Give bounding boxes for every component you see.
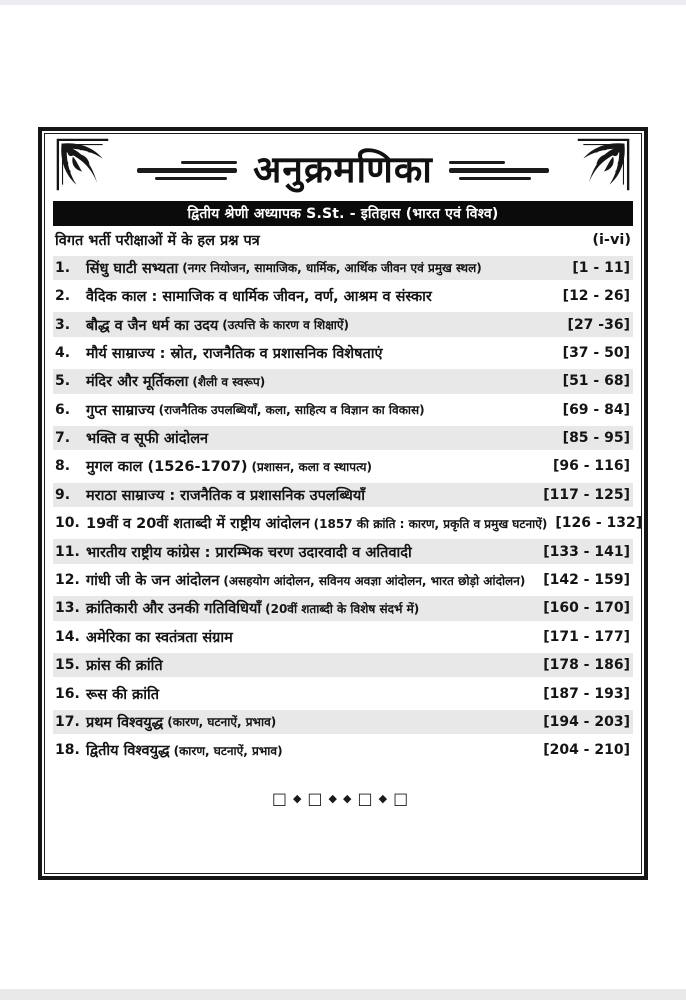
toc-row [53,483,633,507]
toc-row [53,312,633,336]
toc-row [53,284,633,308]
toc-row [53,568,633,592]
toc-row-number: 14. [55,628,80,645]
toc-row-number: 8. [55,458,71,475]
page-content [53,135,643,872]
toc-row [53,369,633,393]
page-top-edge [0,0,686,5]
toc-row-title: मंदिर और मूर्तिकला [86,374,189,391]
toc-row-title: प्रथम विश्वयुद्ध [86,714,164,731]
intro-row [53,226,633,255]
toc-row-title: मुगल काल (1526-1707) [86,459,248,476]
floral-corner-icon [574,138,630,194]
toc-row-pages: [133 - 141] [543,543,630,560]
toc-row [53,710,633,734]
toc-row-title: भारतीय राष्ट्रीय कांग्रेस : प्रारम्भिक चरण उदारवादी व अतिवादी [86,544,412,561]
toc-row [53,681,633,705]
toc-row-title: बौद्ध व जैन धर्म का उदय [86,317,219,334]
toc-row-title: 19वीं व 20वीं शताब्दी में राष्ट्रीय आंदोलन [86,516,310,533]
toc-row-title: मराठा साम्राज्य : राजनैतिक व प्रशासनिक उपलब्धियाँ [86,487,366,504]
toc-row [53,256,633,280]
toc-row-number: 18. [55,742,80,759]
toc-row-number: 7. [55,430,71,447]
toc-row-pages: [204 - 210] [543,742,630,759]
diamond-glyph: ◆ [328,791,343,805]
toc-row-pages: [12 - 26] [562,288,630,305]
toc-row [53,426,633,450]
page-bottom-edge [0,989,686,1000]
toc-row-title: गांधी जी के जन आंदोलन [86,573,220,590]
toc-row-pages: [117 - 125] [543,486,630,503]
diamond-glyph: ◆ [343,791,358,805]
toc-row-title: भक्ति व सूफी आंदोलन [86,431,209,448]
title-rule-right-icon [449,161,549,180]
toc-row-pages: [178 - 186] [543,657,630,674]
toc-row-pages: [27 -36] [567,316,630,333]
toc-row-number: 2. [55,288,71,305]
diamond-glyph: ◆ [292,791,308,805]
toc-row-pages: [126 - 132] [555,515,643,532]
intro-pages: (i-vi) [592,232,631,249]
toc-row [53,341,633,365]
toc-list [53,256,643,763]
toc-row-title: रूस की क्रांति [86,686,159,703]
toc-row [53,539,633,563]
square-glyph: □ [393,788,415,808]
intro-label: विगत भर्ती परीक्षाओं में के हल प्रश्न पत्र [55,233,260,250]
toc-row-subtitle: (उत्पत्ति के कारण व शिक्षाऐं) [222,318,350,333]
toc-row-subtitle: (नगर नियोजन, सामाजिक, धार्मिक, आर्थिक जीवन एवं प्रमुख स्थल) [182,261,482,276]
toc-row-subtitle: (1857 की क्रांति : कारण, प्रकृति व प्रमुख घटनाऐं) [313,516,548,531]
title-rule-left-icon [137,161,237,180]
toc-row-number: 4. [55,344,71,361]
toc-row [53,625,633,649]
toc-row [53,653,633,677]
title-row [53,149,633,192]
toc-row-number: 15. [55,657,80,674]
series-header-bar [53,201,633,226]
toc-row [53,398,633,422]
toc-row-title: मौर्य साम्राज्य : स्रोत, राजनैतिक व प्रशासनिक विशेषताएं [86,345,383,362]
toc-row [53,596,633,620]
toc-row-title: गुप्त साम्राज्य [86,402,155,419]
toc-row [53,738,633,762]
toc-row-number: 11. [55,543,80,560]
toc-row-subtitle: (कारण, घटनाऐं, प्रभाव) [173,743,283,758]
toc-row-pages: [69 - 84] [562,401,630,418]
toc-row-number: 12. [55,572,80,589]
floral-corner-icon [56,138,112,194]
toc-row-title: सिंधु घाटी सभ्यता [86,260,179,277]
toc-row-number: 17. [55,713,80,730]
footer-ornament [53,789,633,808]
toc-row-number: 16. [55,685,80,702]
toc-row-pages: [160 - 170] [543,600,630,617]
toc-row-number: 3. [55,316,71,333]
toc-row-number: 9. [55,486,71,503]
toc-row-title: फ्रांस की क्रांति [86,658,163,675]
toc-row-title: द्वितीय विश्वयुद्ध [86,743,170,760]
toc-row-pages: [171 - 177] [543,628,630,645]
toc-row-subtitle: (20वीं शताब्दी के विशेष संदर्भ में) [265,601,420,616]
toc-row-subtitle: (कारण, घटनाऐं, प्रभाव) [167,715,277,730]
toc-row-title: अमेरिका का स्वतंत्रता संग्राम [86,629,233,646]
toc-row-pages: [51 - 68] [562,373,630,390]
toc-row-pages: [1 - 11] [572,259,630,276]
square-glyph: □ [357,788,379,808]
toc-row-number: 6. [55,401,71,418]
toc-row-pages: [187 - 193] [543,685,630,702]
toc-row-subtitle: (शैली व स्वरूप) [192,374,266,389]
toc-row-pages: [142 - 159] [543,572,630,589]
toc-row-subtitle: (राजनैतिक उपलब्धियाँ, कला, साहित्य व विज्ञान का विकास) [158,403,425,418]
toc-row-pages: [85 - 95] [562,430,630,447]
series-header-text: द्वितीय श्रेणी अध्यापक S.St. - इतिहास (भारत एवं विश्व) [187,205,499,222]
page-frame [38,127,648,880]
toc-row-pages: [37 - 50] [562,344,630,361]
toc-row-number: 1. [55,259,71,276]
toc-row-title: क्रांतिकारी और उनकी गतिविधियाँ [86,601,262,618]
diamond-glyph: ◆ [378,791,394,805]
square-glyph: □ [307,788,329,808]
toc-row-subtitle: (असहयोग आंदोलन, सविनय अवज्ञा आंदोलन, भारत छोड़ो आंदोलन) [223,573,526,588]
square-glyph: □ [271,788,293,808]
toc-row-title: वैदिक काल : सामाजिक व धार्मिक जीवन, वर्ण, आश्रम व संस्कार [86,289,432,306]
page-title: अनुक्रमणिका [253,148,433,191]
toc-row-number: 10. [55,515,80,532]
toc-row-subtitle: (प्रशासन, कला व स्थापत्य) [251,459,372,474]
toc-row [53,454,633,478]
toc-row [53,511,643,535]
toc-row-pages: [96 - 116] [552,458,630,475]
toc-row-pages: [194 - 203] [543,713,630,730]
toc-row-number: 5. [55,373,71,390]
toc-row-number: 13. [55,600,80,617]
